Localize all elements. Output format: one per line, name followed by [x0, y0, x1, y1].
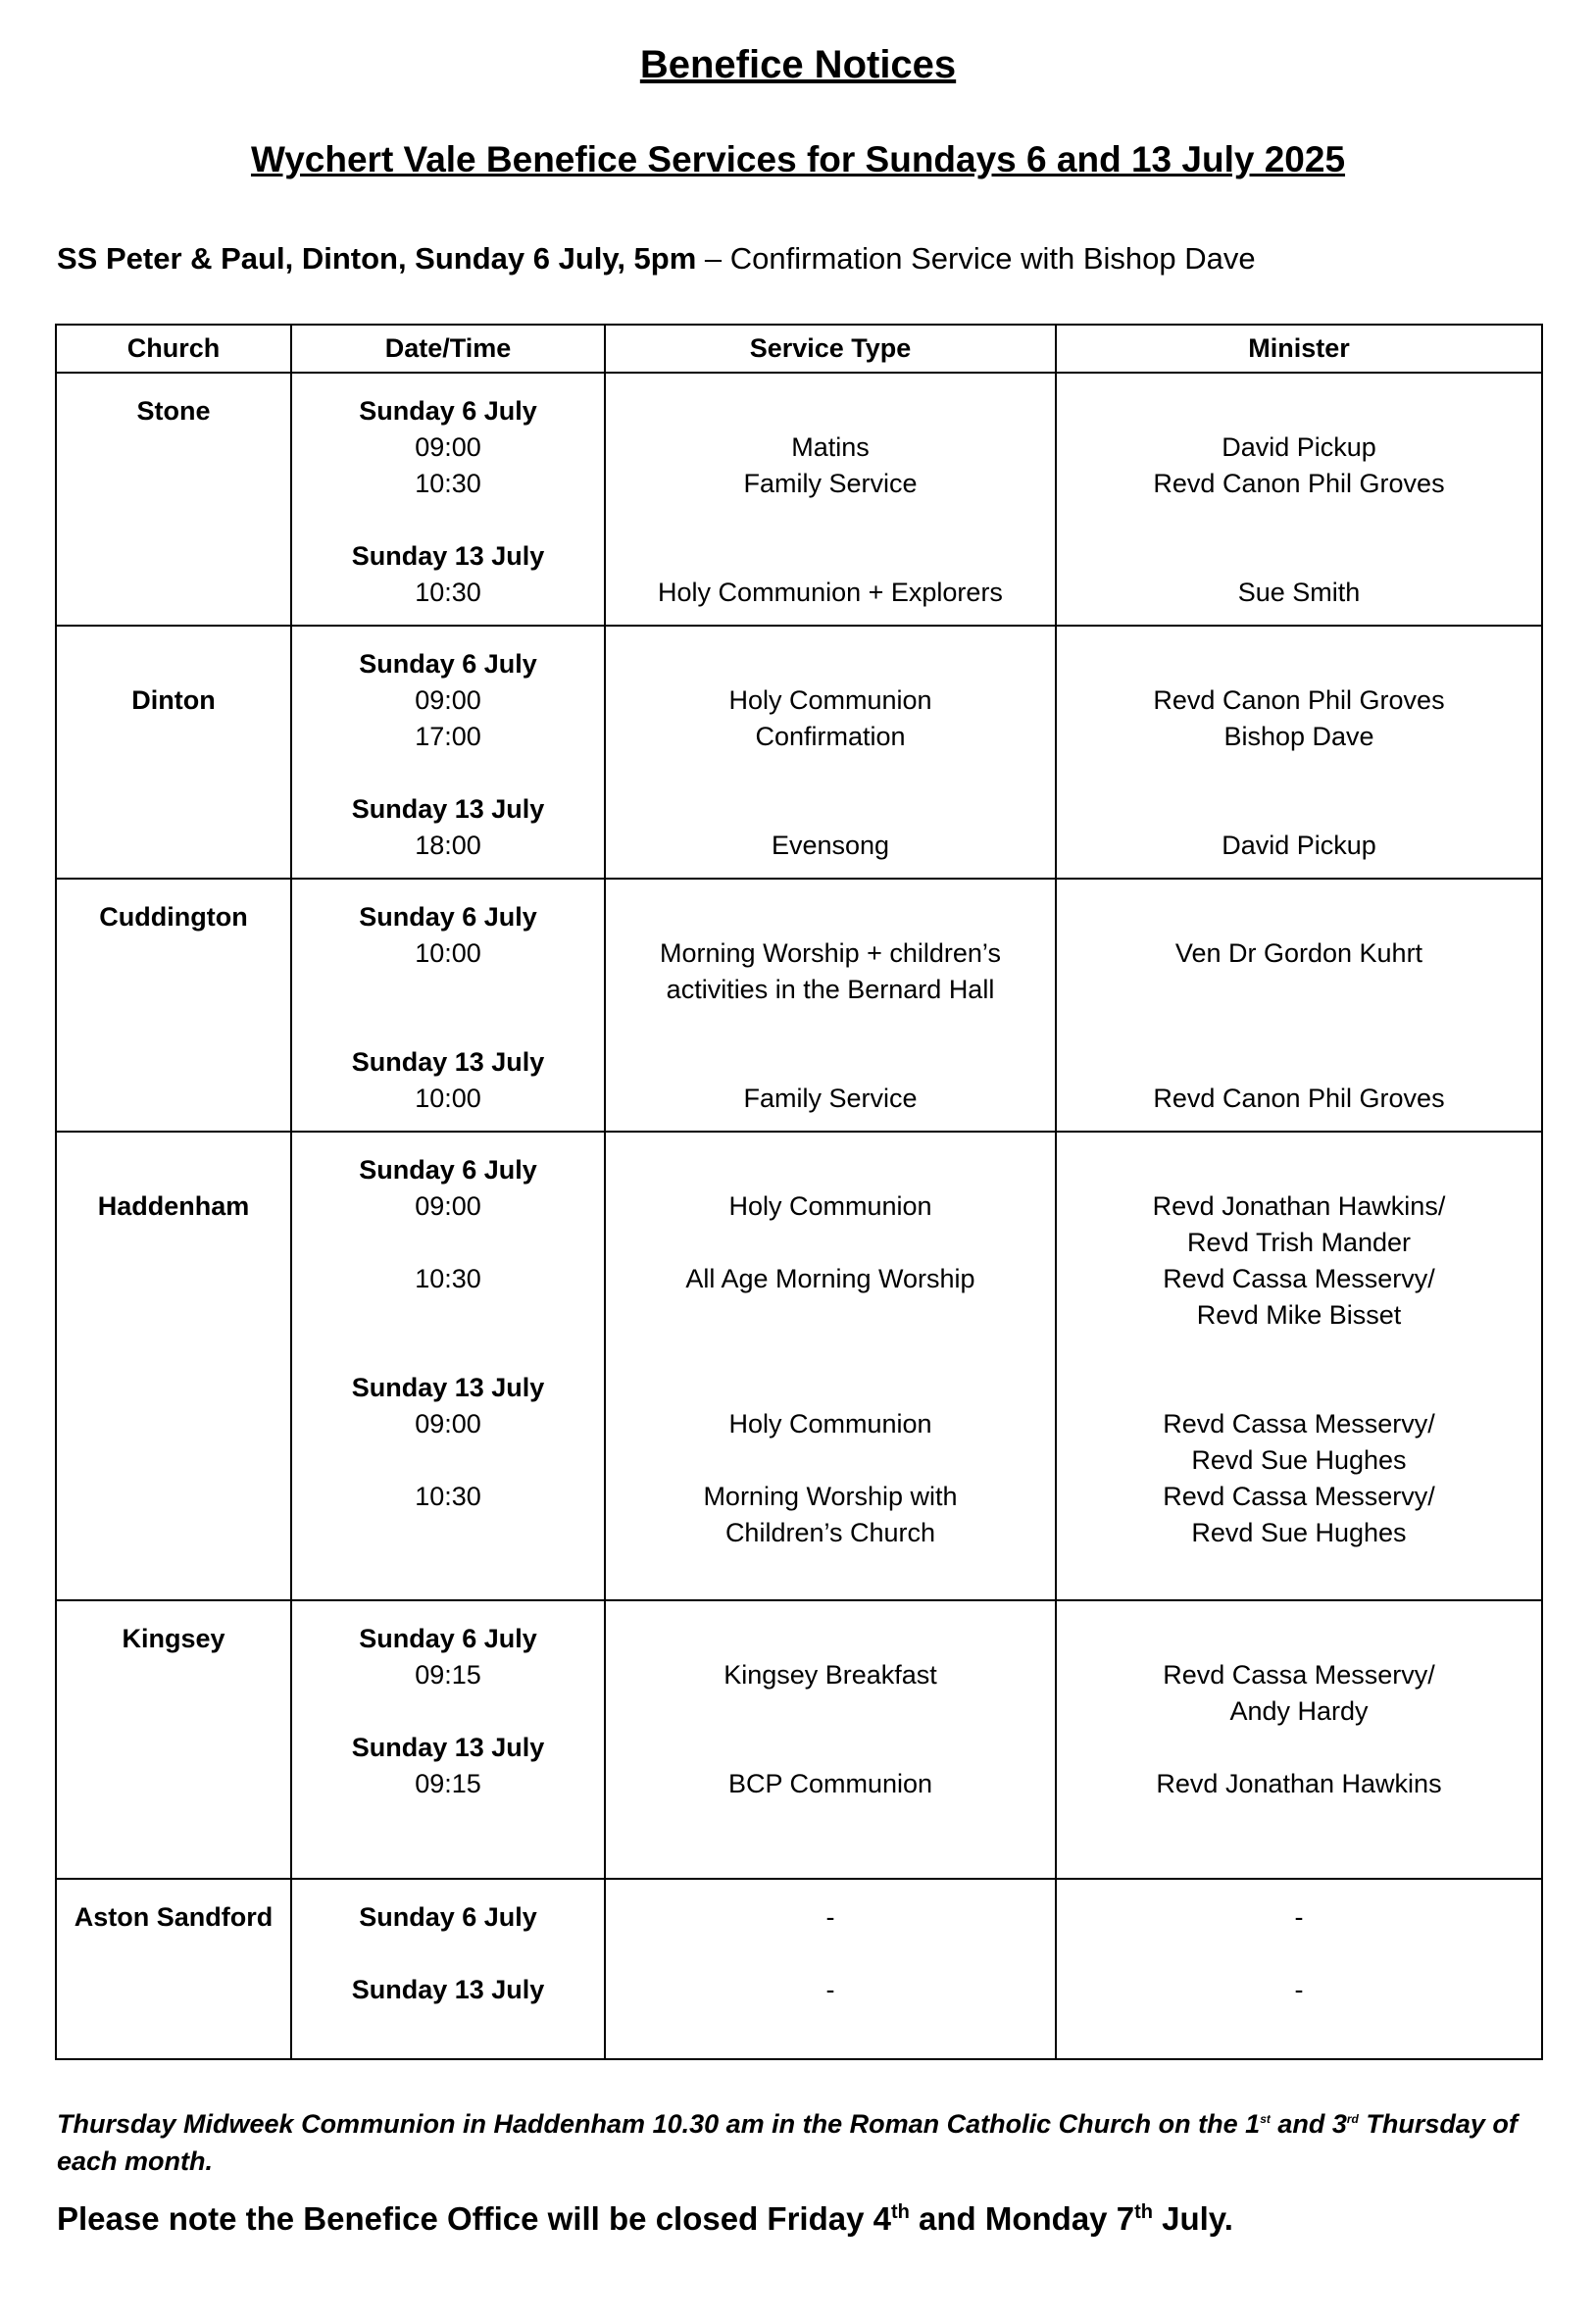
office-note-text-3: July.: [1152, 2200, 1233, 2237]
service-type-cell: [605, 1132, 1056, 1600]
service-type-line: Children’s Church: [724, 1518, 936, 1547]
service-type-cell: [605, 1600, 1056, 1879]
minister-line: [1063, 646, 1535, 682]
minister-cell: [1056, 1879, 1542, 2059]
minister-line: [1063, 538, 1535, 575]
date-time-line: 09:00: [415, 1191, 481, 1221]
date-time-line: Sunday 13 July: [351, 541, 545, 571]
service-type-cell: [605, 626, 1056, 879]
date-time-line: [298, 1225, 598, 1261]
service-type-line: Holy Communion: [728, 1409, 932, 1439]
minister-line: Revd Jonathan Hawkins: [1156, 1769, 1442, 1798]
service-type-line: [612, 1936, 1049, 1972]
date-time-line: 10:30: [415, 469, 481, 498]
minister-line: [1063, 1730, 1535, 1766]
minister-line: Revd Canon Phil Groves: [1153, 469, 1445, 498]
service-type-line: [612, 1152, 1049, 1188]
church-name: Dinton: [131, 685, 216, 715]
header-church: Church: [56, 325, 291, 373]
table-row: [56, 1600, 1542, 1879]
minister-line: [1063, 791, 1535, 828]
service-type-line: BCP Communion: [727, 1769, 933, 1798]
date-time-line: Sunday 13 July: [351, 1373, 545, 1402]
minister-line: Sue Smith: [1237, 578, 1361, 607]
service-type-line: [612, 1730, 1049, 1766]
minister-cell: [1056, 879, 1542, 1132]
service-type-cell: [605, 1879, 1056, 2059]
date-time-cell: [291, 1879, 605, 2059]
table-row: [56, 1879, 1542, 2059]
date-time-line: 09:15: [415, 1660, 481, 1690]
minister-line: David Pickup: [1222, 432, 1376, 462]
confirmation-notice-rest: – Confirmation Service with Bishop Dave: [696, 241, 1256, 276]
page-title: Benefice Notices: [639, 43, 957, 86]
date-time-line: [298, 1515, 598, 1551]
service-type-line: [612, 1334, 1049, 1370]
minister-line: Revd Cassa Messervy/: [1163, 1264, 1435, 1293]
church-cell: [56, 1879, 291, 2059]
service-type-line: [612, 502, 1049, 538]
service-type-line: [612, 1693, 1049, 1730]
office-note-sup-1: th: [890, 2201, 910, 2223]
minister-line: Revd Cassa Messervy/: [1163, 1409, 1435, 1439]
service-type-line: All Age Morning Worship: [685, 1264, 975, 1293]
minister-line: David Pickup: [1222, 831, 1376, 860]
date-time-line: 10:30: [415, 1482, 481, 1511]
minister-line: [1063, 1152, 1535, 1188]
service-type-line: Family Service: [743, 1084, 918, 1113]
header-service-type: Service Type: [605, 325, 1056, 373]
service-type-line: Matins: [791, 432, 870, 462]
service-type-line: [612, 755, 1049, 791]
midweek-communion-note: [57, 2100, 1547, 2180]
service-type-line: [612, 1044, 1049, 1081]
table-row: [56, 373, 1542, 626]
service-type-line: [612, 1442, 1049, 1479]
church-cell: [56, 1600, 291, 1879]
date-time-line: 10:00: [415, 1084, 481, 1113]
table-row: [56, 626, 1542, 879]
date-time-line: Sunday 6 July: [359, 1155, 537, 1185]
service-type-line: [612, 791, 1049, 828]
minister-line: Andy Hardy: [1229, 1696, 1369, 1726]
church-cell: [56, 879, 291, 1132]
minister-line: Revd Trish Mander: [1186, 1228, 1412, 1257]
service-type-cell: [605, 373, 1056, 626]
minister-line: Bishop Dave: [1223, 722, 1374, 751]
church-cell: [56, 373, 291, 626]
service-type-line: Family Service: [743, 469, 918, 498]
date-time-line: Sunday 6 July: [359, 396, 537, 426]
service-type-line: Kingsey Breakfast: [723, 1660, 937, 1690]
blank-line: [63, 1152, 284, 1188]
church-name: Haddenham: [97, 1191, 250, 1221]
minister-line: Revd Mike Bisset: [1196, 1300, 1402, 1330]
date-time-cell: [291, 1132, 605, 1600]
header-minister: Minister: [1056, 325, 1542, 373]
minister-line: [1063, 1370, 1535, 1406]
minister-line: [1063, 1334, 1535, 1370]
table-header-row: [56, 325, 1542, 373]
church-name: Kingsey: [122, 1624, 225, 1653]
service-type-line: Holy Communion: [728, 1191, 932, 1221]
minister-cell: [1056, 1132, 1542, 1600]
date-time-line: 09:00: [415, 432, 481, 462]
services-subtitle: Wychert Vale Benefice Services for Sundays 6 and 13 July 2025: [250, 139, 1346, 179]
midweek-note-text-2: and 3: [1270, 2109, 1347, 2139]
date-time-line: Sunday 13 July: [351, 1733, 545, 1762]
midweek-note-text-3: Thursday of each month.: [57, 2109, 1518, 2176]
date-time-line: Sunday 6 July: [359, 649, 537, 679]
midweek-note-sup-1: st: [1260, 2112, 1271, 2126]
service-type-line: Holy Communion + Explorers: [658, 578, 1003, 607]
minister-line: [1063, 1008, 1535, 1044]
minister-line: Revd Cassa Messervy/: [1163, 1482, 1435, 1511]
service-type-line: -: [825, 1902, 835, 1932]
minister-line: Ven Dr Gordon Kuhrt: [1174, 938, 1423, 968]
minister-cell: [1056, 1600, 1542, 1879]
minister-line: [1063, 1044, 1535, 1081]
office-closed-note: [57, 2200, 1233, 2238]
minister-line: Revd Jonathan Hawkins/: [1152, 1191, 1446, 1221]
minister-line: [1063, 899, 1535, 935]
date-time-line: [298, 1334, 598, 1370]
header-date-time: Date/Time: [291, 325, 605, 373]
date-time-line: 10:00: [415, 938, 481, 968]
date-time-cell: [291, 1600, 605, 1879]
minister-line: -: [1294, 1902, 1304, 1932]
midweek-note-text-1: Thursday Midweek Communion in Haddenham 10.30 am in the Roman Catholic Church on the 1: [57, 2109, 1261, 2139]
office-note-text-2: and Monday 7: [909, 2200, 1135, 2237]
church-cell: [56, 626, 291, 879]
minister-line: [1063, 1936, 1535, 1972]
minister-line: [1063, 972, 1535, 1008]
date-time-line: 10:30: [415, 1264, 481, 1293]
date-time-line: 09:00: [415, 685, 481, 715]
date-time-line: [298, 1008, 598, 1044]
church-cell: [56, 1132, 291, 1600]
service-type-line: [612, 1225, 1049, 1261]
minister-cell: [1056, 626, 1542, 879]
date-time-line: Sunday 13 July: [351, 1975, 545, 2004]
minister-line: Revd Canon Phil Groves: [1153, 685, 1445, 715]
midweek-note-sup-2: rd: [1346, 2112, 1359, 2126]
confirmation-notice: [57, 241, 1256, 277]
service-type-cell: [605, 879, 1056, 1132]
minister-line: [1063, 1621, 1535, 1657]
date-time-line: [298, 1936, 598, 1972]
table-body: [56, 373, 1542, 2059]
service-type-line: [612, 538, 1049, 575]
date-time-line: Sunday 13 July: [351, 1047, 545, 1077]
service-type-line: activities in the Bernard Hall: [666, 975, 995, 1004]
blank-line: [63, 646, 284, 682]
church-name: Stone: [136, 396, 211, 426]
service-type-line: [612, 393, 1049, 429]
date-time-line: Sunday 6 July: [359, 902, 537, 932]
church-name: Aston Sandford: [74, 1902, 274, 1932]
minister-line: Revd Cassa Messervy/: [1163, 1660, 1435, 1690]
date-time-line: [298, 972, 598, 1008]
service-type-line: Confirmation: [755, 722, 906, 751]
minister-line: Revd Canon Phil Groves: [1153, 1084, 1445, 1113]
date-time-line: [298, 755, 598, 791]
date-time-cell: [291, 879, 605, 1132]
date-time-line: [298, 1693, 598, 1730]
date-time-line: 10:30: [415, 578, 481, 607]
office-note-text-1: Please note the Benefice Office will be closed Friday 4: [57, 2200, 891, 2237]
minister-line: [1063, 502, 1535, 538]
minister-line: -: [1294, 1975, 1304, 2004]
minister-line: [1063, 393, 1535, 429]
date-time-line: [298, 1297, 598, 1334]
confirmation-notice-bold: SS Peter & Paul, Dinton, Sunday 6 July, 5pm: [57, 241, 697, 276]
date-time-cell: [291, 373, 605, 626]
service-type-line: [612, 1370, 1049, 1406]
services-table: [55, 324, 1543, 2060]
service-type-line: Morning Worship + children’s: [660, 938, 1001, 968]
service-type-line: [612, 899, 1049, 935]
date-time-line: Sunday 6 July: [359, 1902, 537, 1932]
service-type-line: Morning Worship with: [703, 1482, 958, 1511]
service-type-line: -: [825, 1975, 835, 2004]
table-row: [56, 879, 1542, 1132]
service-type-line: [612, 1621, 1049, 1657]
date-time-line: 09:15: [415, 1769, 481, 1798]
table-row: [56, 1132, 1542, 1600]
minister-cell: [1056, 373, 1542, 626]
minister-line: Revd Sue Hughes: [1191, 1518, 1407, 1547]
service-type-line: Holy Communion: [728, 685, 932, 715]
date-time-line: Sunday 13 July: [351, 794, 545, 824]
minister-line: [1063, 755, 1535, 791]
date-time-line: 17:00: [415, 722, 481, 751]
date-time-cell: [291, 626, 605, 879]
service-type-line: [612, 1297, 1049, 1334]
date-time-line: Sunday 6 July: [359, 1624, 537, 1653]
office-note-sup-2: th: [1134, 2201, 1153, 2223]
minister-line: Revd Sue Hughes: [1191, 1445, 1407, 1475]
service-type-line: [612, 1008, 1049, 1044]
date-time-line: 18:00: [415, 831, 481, 860]
service-type-line: Evensong: [771, 831, 890, 860]
service-type-line: [612, 646, 1049, 682]
date-time-line: 09:00: [415, 1409, 481, 1439]
church-name: Cuddington: [99, 902, 248, 932]
date-time-line: [298, 502, 598, 538]
date-time-line: [298, 1442, 598, 1479]
